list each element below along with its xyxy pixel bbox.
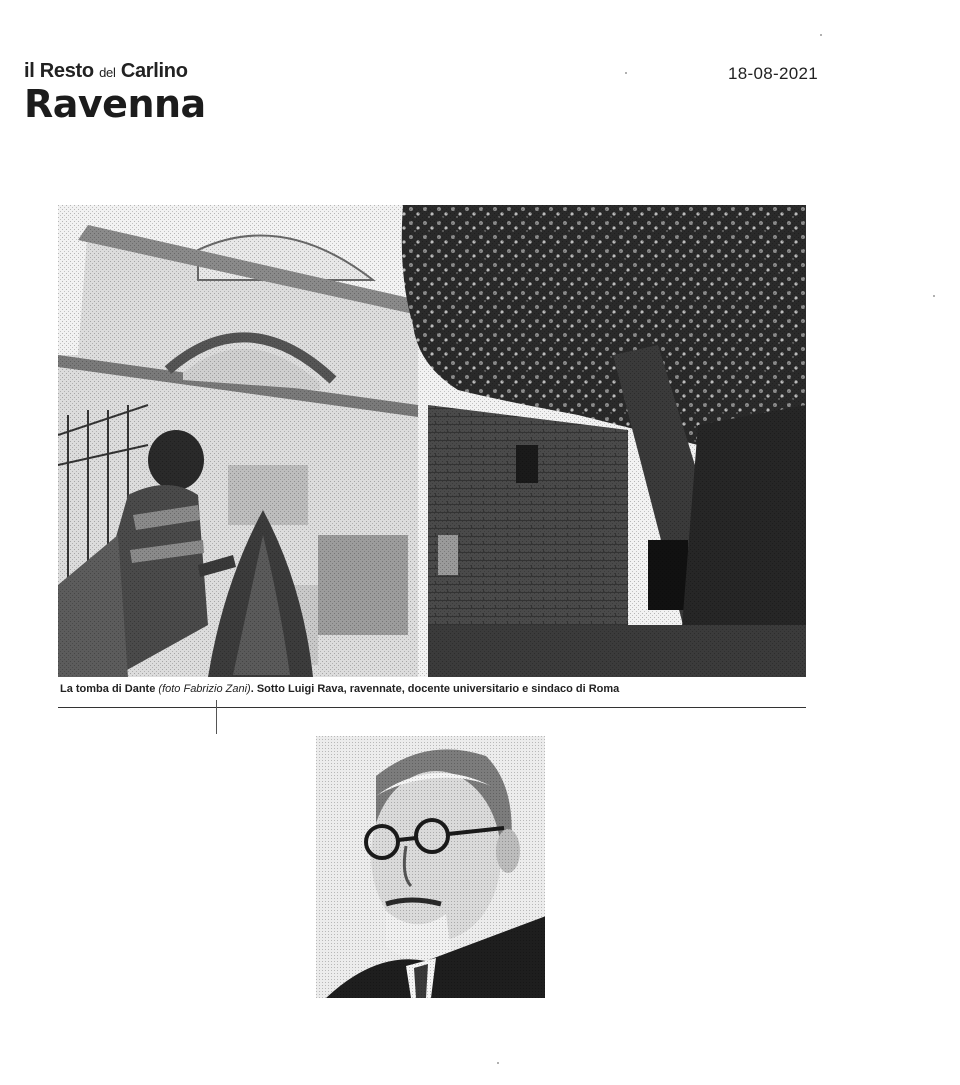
caption-lead: La tomba di Dante bbox=[60, 683, 156, 695]
scan-speck bbox=[933, 295, 935, 297]
masthead-del: del bbox=[99, 65, 116, 80]
luigi-rava-portrait bbox=[316, 736, 545, 998]
masthead-line-1 bbox=[24, 60, 244, 84]
scan-speck bbox=[820, 34, 822, 36]
caption-rule bbox=[58, 707, 806, 708]
scan-speck bbox=[497, 1062, 499, 1064]
dante-tomb-photo bbox=[58, 205, 806, 677]
caption-rest: . Sotto Luigi Rava, ravennate, docente universitario e sindaco di Roma bbox=[250, 683, 620, 695]
publication-date: 18-08-2021 bbox=[728, 64, 818, 83]
masthead-edition: Ravenna bbox=[24, 82, 206, 126]
photo-credit: (foto Fabrizio Zani) bbox=[158, 683, 251, 695]
newspaper-masthead bbox=[24, 60, 244, 124]
scan-speck bbox=[625, 72, 627, 74]
photo-caption bbox=[60, 683, 806, 695]
masthead-il-resto: il Resto bbox=[24, 60, 94, 82]
masthead-carlino: Carlino bbox=[120, 60, 188, 82]
margin-tick-mark bbox=[216, 700, 217, 734]
